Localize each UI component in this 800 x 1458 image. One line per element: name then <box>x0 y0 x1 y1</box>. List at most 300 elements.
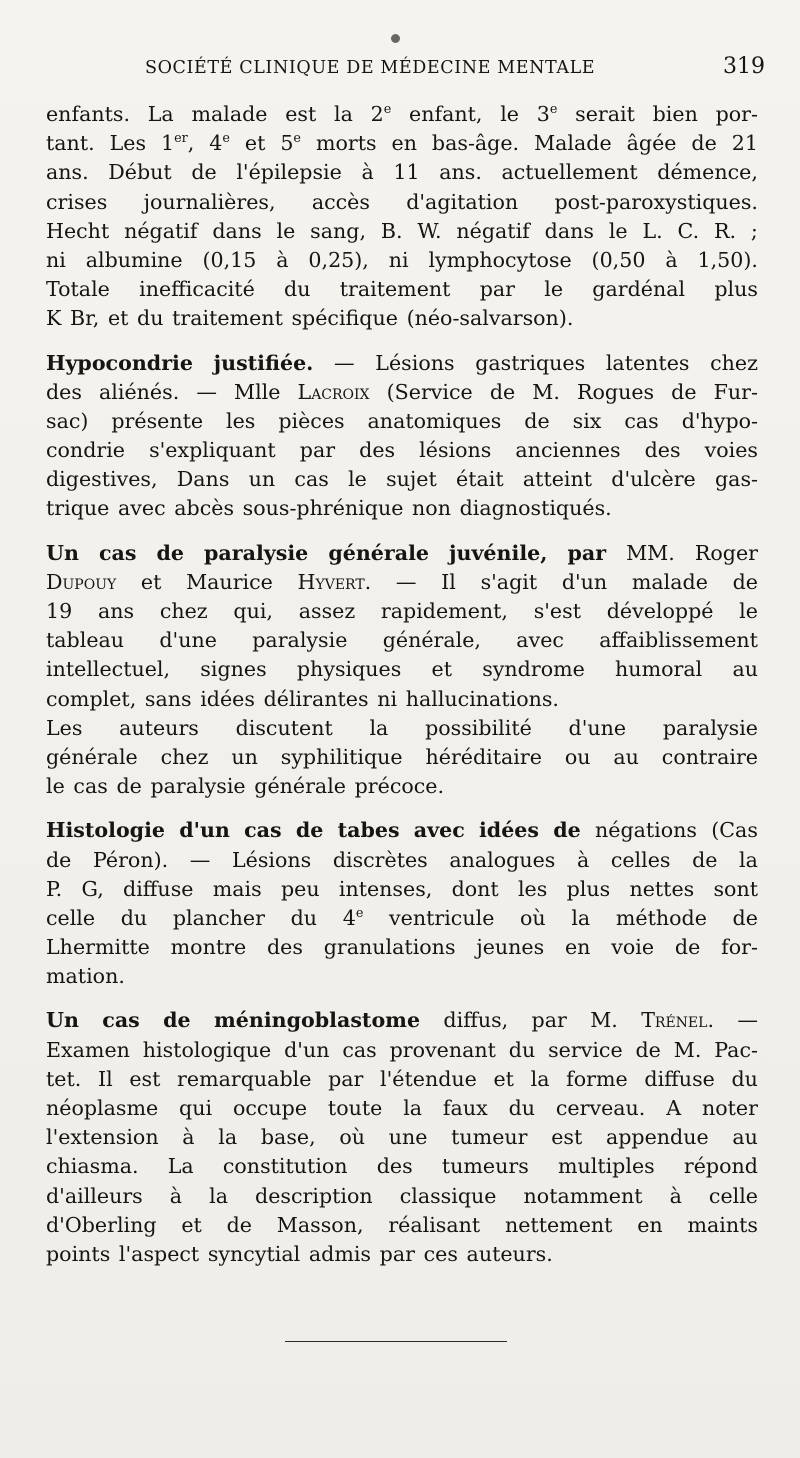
text-line <box>46 568 758 597</box>
word: est <box>551 1125 583 1150</box>
word: 5e <box>280 131 301 156</box>
word: traitement <box>339 277 451 302</box>
word: au <box>613 744 639 769</box>
word: gardénal <box>592 277 686 302</box>
word: réalisant <box>388 1212 481 1237</box>
word: Mlle <box>233 379 281 404</box>
text-line <box>46 1123 758 1152</box>
word: en <box>391 131 417 156</box>
word: toute <box>327 1096 383 1120</box>
word: et <box>107 306 129 331</box>
word: — <box>334 350 355 375</box>
word: Pac- <box>714 1037 758 1062</box>
word: de <box>191 160 217 185</box>
word: sans <box>144 686 192 711</box>
word: syncytial <box>207 1241 301 1266</box>
word: où <box>339 1125 365 1150</box>
word: — <box>395 569 417 594</box>
word: trique <box>46 496 110 521</box>
word: répond <box>683 1154 758 1179</box>
word: cas <box>98 540 137 565</box>
word: hallucinations. <box>405 686 559 711</box>
word: 4e <box>342 905 364 930</box>
word: (Cas <box>711 818 758 843</box>
word: 21 <box>731 131 758 156</box>
word: plus <box>714 277 758 302</box>
text-line <box>46 816 758 845</box>
word: analogues <box>449 847 556 872</box>
word: des <box>644 438 681 463</box>
word: M. <box>673 1037 702 1062</box>
word: au <box>732 1125 758 1150</box>
word: paralysie <box>252 628 348 653</box>
text-line <box>46 378 758 407</box>
word: mais <box>212 876 262 901</box>
word: à <box>576 847 590 872</box>
word: actuellement <box>501 160 638 185</box>
word: jeunes <box>476 935 545 960</box>
text-line <box>46 626 758 655</box>
word: la <box>530 1066 550 1091</box>
word: Péron). <box>92 847 169 872</box>
word: ou <box>564 744 591 769</box>
word: Histologie <box>46 818 166 843</box>
word: Lacroix <box>297 379 370 404</box>
word: ventricule <box>389 905 495 930</box>
word: faux <box>442 1096 488 1120</box>
word: diffus, <box>443 1008 509 1033</box>
word: post-paroxystiques. <box>554 189 758 214</box>
word: par <box>328 1066 364 1091</box>
word: tumeur <box>451 1125 528 1150</box>
word: G, <box>81 876 104 901</box>
word: démence, <box>657 160 758 185</box>
word: sang, <box>310 218 366 243</box>
body-text <box>46 100 758 1269</box>
word: mation. <box>46 964 125 989</box>
word: Rogues <box>576 379 655 404</box>
word: d'Oberling <box>46 1212 157 1237</box>
word: voies <box>704 438 758 463</box>
text-line <box>46 188 758 217</box>
word: de <box>671 379 697 404</box>
word: traitement <box>172 306 283 331</box>
word: un <box>231 744 258 769</box>
running-head <box>145 54 765 88</box>
word: W. <box>417 218 442 243</box>
text-line <box>46 1036 758 1065</box>
paragraph-paralysie-generale <box>46 539 758 802</box>
word: Br, <box>70 306 100 331</box>
word: (néo-salvarson). <box>406 306 574 331</box>
word: de <box>156 540 184 565</box>
word: avec <box>413 818 465 843</box>
word: avec <box>516 628 564 653</box>
word: syphilitique <box>280 744 403 769</box>
word: M. <box>532 379 560 404</box>
word: cas <box>624 408 659 433</box>
word: accès <box>311 189 370 214</box>
word: (Service <box>386 379 473 404</box>
word: cas <box>244 818 282 843</box>
word: et <box>493 1066 514 1091</box>
text-line <box>46 100 758 129</box>
word: la <box>403 1096 423 1120</box>
word: occupe <box>232 1096 308 1120</box>
word: par <box>299 438 336 463</box>
word: d'ailleurs <box>46 1183 143 1208</box>
word: celle <box>708 1183 758 1208</box>
word: complet, <box>46 686 137 711</box>
word: s'agit <box>480 569 538 594</box>
word: s'expliquant <box>149 438 276 463</box>
word: forme <box>566 1066 628 1091</box>
word: est <box>129 1066 161 1091</box>
word: justifiée. <box>213 350 314 375</box>
word: lésions <box>419 438 492 463</box>
word: développé <box>606 599 714 623</box>
closing-rule <box>285 1341 507 1342</box>
word: ans. <box>46 160 89 185</box>
word: 0,25), <box>308 247 369 272</box>
word: Roger <box>694 540 758 565</box>
word: montre <box>170 935 247 960</box>
word: pièces <box>278 408 345 433</box>
word: 2e <box>370 102 392 126</box>
word: méthode <box>615 905 707 930</box>
text-line <box>46 772 758 801</box>
word: appendue <box>605 1125 709 1150</box>
word: d'hypo- <box>681 408 758 433</box>
word: diffuse <box>123 876 194 901</box>
word: constitution <box>222 1154 348 1179</box>
word: A <box>666 1096 682 1120</box>
text-line <box>46 714 758 743</box>
word: P. <box>46 876 63 901</box>
word: La <box>167 1154 194 1179</box>
word: au <box>732 657 758 682</box>
word: sujet <box>386 467 437 492</box>
word: provenant <box>389 1037 496 1062</box>
word: par <box>531 1008 567 1033</box>
word: de <box>635 1037 661 1062</box>
word: Un <box>46 1008 79 1033</box>
word: histologique <box>142 1037 272 1062</box>
word: de <box>691 131 717 156</box>
word: de <box>163 1008 191 1033</box>
word: paralysie <box>204 540 309 565</box>
word: paralysie <box>150 774 246 799</box>
word: Il <box>97 1066 113 1091</box>
word: tet. <box>46 1066 82 1091</box>
word: avec <box>117 496 166 521</box>
word: délirantes <box>263 686 369 711</box>
word: cas <box>73 774 108 799</box>
word: inefficacité <box>139 277 255 302</box>
word: du <box>731 1066 758 1091</box>
word: Début <box>108 160 172 185</box>
paragraph-hypocondrie <box>46 349 758 524</box>
word: d'une <box>159 628 217 653</box>
word: notamment <box>523 1183 643 1208</box>
word: nettement <box>504 1212 613 1237</box>
word: de <box>116 774 142 799</box>
text-line <box>46 875 758 904</box>
word: Il <box>441 569 456 594</box>
word: remarquable <box>177 1066 312 1091</box>
word: Totale <box>46 277 110 302</box>
text-line <box>46 846 758 875</box>
word: non <box>412 496 451 521</box>
word: granulations <box>323 935 456 960</box>
word: tableau <box>46 628 125 653</box>
word: à <box>182 1125 195 1150</box>
word: paralysie <box>662 715 758 740</box>
paragraph-meningoblastome <box>46 1006 758 1269</box>
word: les <box>517 876 548 901</box>
word: Trénel. <box>641 1008 714 1033</box>
word: et <box>140 569 162 594</box>
text-line <box>46 685 758 714</box>
word: la <box>209 1183 228 1208</box>
word: l'épilepsie <box>236 160 342 185</box>
word: Maurice <box>186 569 273 594</box>
word: héréditaire <box>425 744 542 769</box>
word: Lésions <box>231 847 312 872</box>
word: des <box>359 438 396 463</box>
word: du <box>290 905 318 930</box>
text-line <box>46 407 758 436</box>
word: une <box>388 1125 428 1150</box>
word: les <box>226 408 256 433</box>
word: ces <box>423 1241 458 1266</box>
word: maints <box>687 1212 758 1237</box>
word: générale, <box>382 628 481 653</box>
word: — <box>737 1008 758 1033</box>
running-title: SOCIÉTÉ CLINIQUE DE MÉDECINE MENTALE <box>145 58 596 78</box>
word: lymphocytose <box>428 247 572 272</box>
word: discrètes <box>332 847 428 872</box>
word: service <box>548 1037 623 1062</box>
word: admis <box>308 1241 372 1266</box>
word: Hyvert. <box>297 569 372 594</box>
word: Les <box>109 131 147 156</box>
word: peu <box>280 876 320 901</box>
word: Dupouy <box>46 569 117 594</box>
word: chez <box>159 599 208 623</box>
word: ni <box>388 247 409 272</box>
word: de <box>226 1212 252 1237</box>
word: était <box>456 467 504 492</box>
word: points <box>46 1241 111 1266</box>
word: chiasma. <box>46 1154 139 1179</box>
word: le <box>608 218 628 243</box>
text-line <box>46 597 758 626</box>
word: à <box>276 247 289 272</box>
word: le <box>276 218 296 243</box>
word: crises <box>46 189 108 214</box>
word: néoplasme <box>46 1096 159 1120</box>
text-line <box>46 743 758 772</box>
word: tumeurs <box>441 1154 529 1179</box>
word: ans. <box>439 160 482 185</box>
text-line <box>46 1006 758 1035</box>
word: le <box>500 102 519 126</box>
word: digestives, <box>46 467 158 492</box>
word: d'un <box>561 569 608 594</box>
page-number: 319 <box>723 54 765 79</box>
word: qui <box>179 1096 213 1120</box>
word: serait <box>575 102 635 126</box>
word: sac) <box>46 408 89 433</box>
word: des <box>266 935 303 960</box>
word: signes <box>200 657 267 682</box>
word: le <box>739 599 758 623</box>
word: de <box>732 905 758 930</box>
word: et <box>431 657 452 682</box>
word: R. <box>713 218 737 243</box>
text-line <box>46 349 758 378</box>
word: du <box>137 306 164 331</box>
word: 11 <box>393 160 420 185</box>
word: cas <box>102 1008 140 1033</box>
word: 1er, <box>160 131 195 156</box>
word: (0,50 <box>591 247 646 272</box>
word: du <box>508 1096 536 1120</box>
word: de <box>692 847 718 872</box>
word: enfants. <box>46 102 131 126</box>
word: de <box>46 847 72 872</box>
text-line <box>46 1182 758 1211</box>
word: auteurs. <box>466 1241 553 1266</box>
word: classique <box>399 1183 497 1208</box>
word: plus <box>566 876 611 901</box>
word: d'ulcère <box>611 467 696 492</box>
word: voie <box>611 935 655 960</box>
word: abcès <box>174 496 235 521</box>
word: d'agitation <box>406 189 519 214</box>
word: cas <box>294 467 329 492</box>
paragraph-histologie-tabes <box>46 816 758 991</box>
word: l'étendue <box>380 1066 477 1091</box>
word: la <box>571 905 591 930</box>
word: négations <box>595 818 698 843</box>
text-line <box>46 1211 758 1240</box>
word: en <box>565 935 591 960</box>
word: qui, <box>233 599 273 623</box>
word: sous-phrénique <box>242 496 404 521</box>
word: des <box>46 379 82 404</box>
word: Malade <box>534 131 612 156</box>
text-line <box>46 1240 758 1269</box>
word: aliénés. <box>99 379 180 404</box>
word: MM. <box>626 540 675 565</box>
word: Hecht <box>46 218 110 243</box>
text-line <box>46 275 758 304</box>
word: C. <box>677 218 700 243</box>
word: rapidement, <box>380 599 508 623</box>
word: 4e <box>209 131 230 156</box>
word: à <box>361 160 374 185</box>
word: plancher <box>172 905 265 930</box>
word: du <box>284 277 311 302</box>
word: à <box>665 247 678 272</box>
word: spécifique <box>291 306 398 331</box>
word: dans <box>212 218 262 243</box>
word: générale <box>46 744 138 769</box>
word: d'un <box>284 1037 330 1062</box>
word: ni <box>46 247 66 272</box>
word: multiples <box>557 1154 655 1179</box>
word: L. <box>642 218 663 243</box>
text-line <box>46 246 758 275</box>
word: physiques <box>296 657 402 682</box>
word: la <box>739 847 758 872</box>
word: 19 <box>46 599 73 623</box>
word: humoral <box>615 657 703 682</box>
word: la <box>218 1125 238 1150</box>
word: négatif <box>456 218 530 243</box>
text-line <box>46 539 758 568</box>
text-line <box>46 494 758 523</box>
word: Lésions <box>375 350 455 375</box>
word: intenses, <box>338 876 433 901</box>
word: Lhermitte <box>46 935 150 960</box>
word: tabes <box>337 818 400 843</box>
word: ; <box>750 218 758 243</box>
word: affaiblissement <box>599 628 758 653</box>
text-line <box>46 465 758 494</box>
word: bien <box>652 102 698 126</box>
word: anciennes <box>515 438 621 463</box>
text-line <box>46 655 758 684</box>
word: atteint <box>522 467 593 492</box>
word: contraire <box>661 744 758 769</box>
word: et <box>244 131 266 156</box>
word: est <box>285 102 317 126</box>
word: un <box>248 467 276 492</box>
word: por- <box>715 102 758 126</box>
word: Dans <box>176 467 230 492</box>
word: l'extension <box>46 1125 159 1150</box>
word: morts <box>315 131 377 156</box>
word: chez <box>160 744 209 769</box>
ink-spot <box>391 34 400 43</box>
word: B. <box>380 218 403 243</box>
word: Fur- <box>713 379 758 404</box>
word: diagnostiqués. <box>459 496 612 521</box>
word: de <box>674 935 701 960</box>
word: malade <box>191 102 268 126</box>
word: K <box>46 306 62 331</box>
text-line <box>46 1065 758 1094</box>
word: base, <box>260 1125 316 1150</box>
word: de <box>553 818 581 843</box>
word: syndrome <box>482 657 585 682</box>
word: dans <box>544 218 594 243</box>
word: malade <box>631 569 708 594</box>
word: du <box>120 905 148 930</box>
word: idées <box>200 686 255 711</box>
word: de <box>732 569 758 594</box>
word: tant. <box>46 131 95 156</box>
word: diffuse <box>644 1066 715 1091</box>
word: le <box>348 467 367 492</box>
text-line <box>46 304 758 333</box>
word: juvénile, <box>449 540 548 565</box>
word: cas <box>342 1037 377 1062</box>
word: gastriques <box>475 350 586 375</box>
